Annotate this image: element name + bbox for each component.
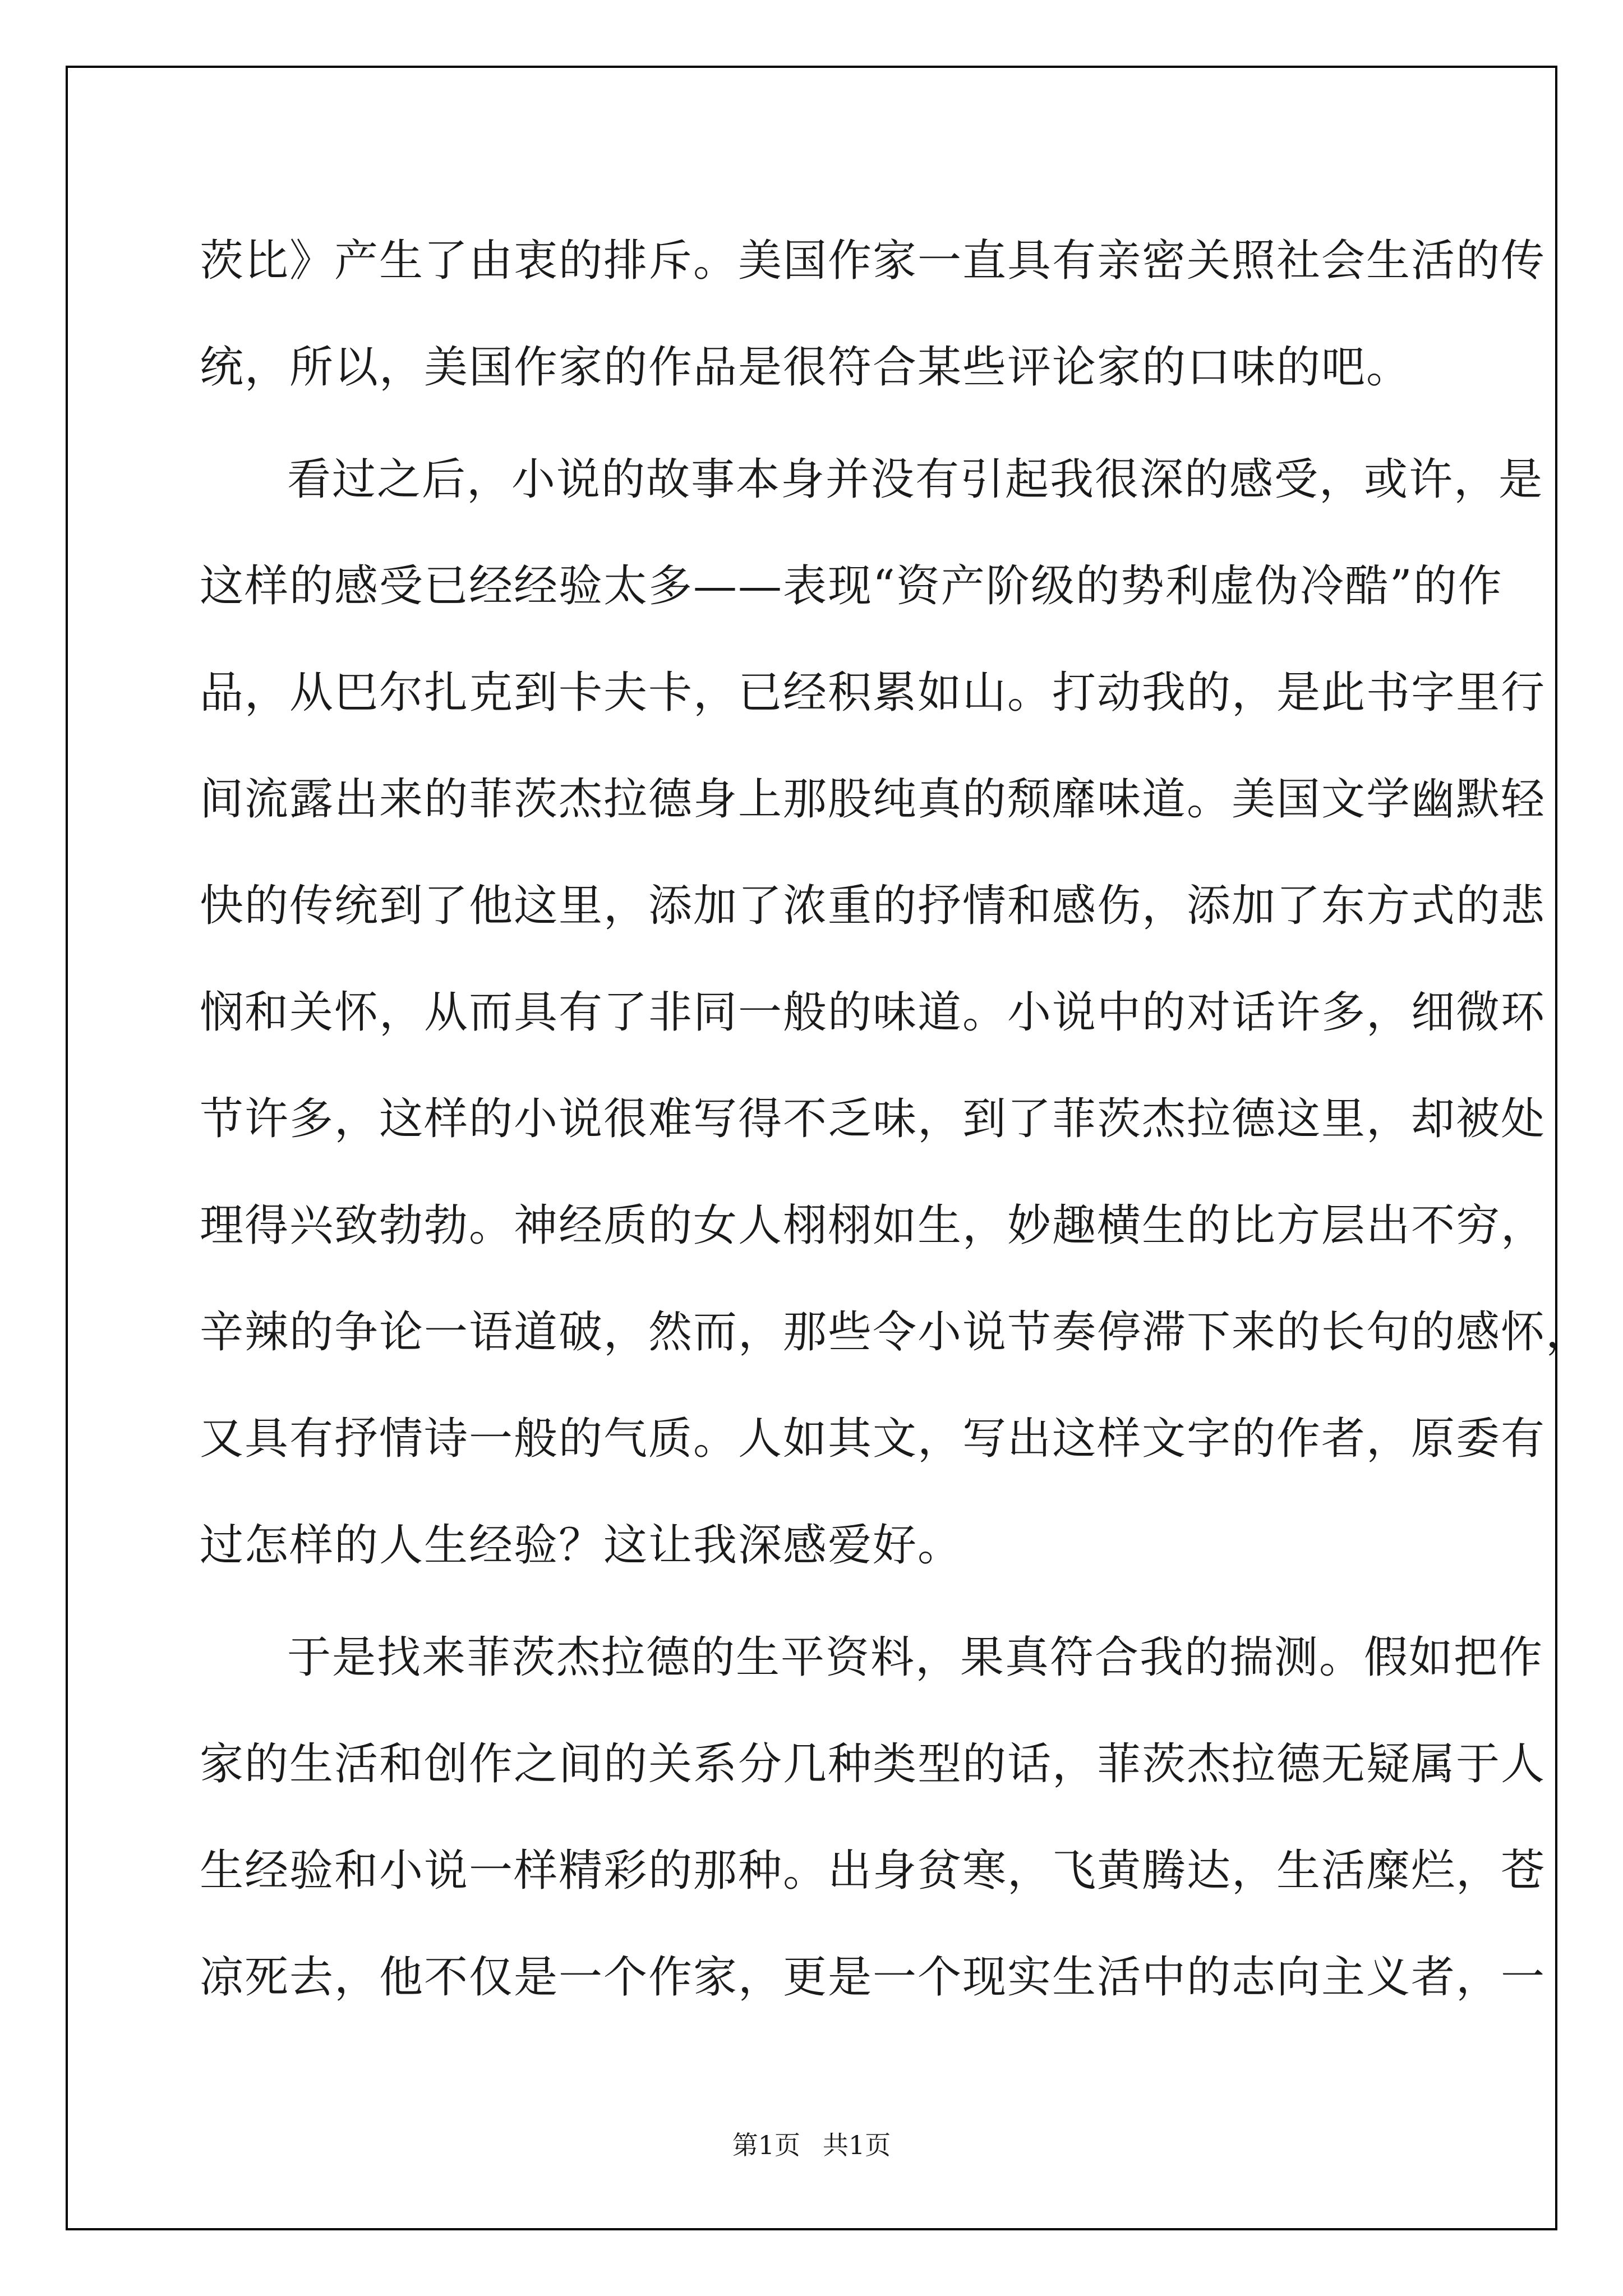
text-line: 统，所以，美国作家的作品是很符合某些评论家的口味的吧。 (200, 342, 1412, 393)
text-line: 生经验和小说一样精彩的那种。出身贫寒，飞黄腾达，生活糜烂，苍 (200, 1846, 1546, 1896)
text-line: 这样的感受已经经验太多——表现“资产阶级的势利虚伪冷酷”的作 (200, 561, 1503, 611)
text-line: 悯和关怀，从而具有了非同一般的味道。小说中的对话许多，细微环 (200, 987, 1546, 1038)
text-line: 辛辣的争论一语道破，然而，那些令小说节奏停滞下来的长句的感怀， (200, 1307, 1591, 1358)
text-line: 过怎样的人生经验？这让我深感爱好。 (200, 1520, 963, 1571)
page-footer (0, 2125, 1623, 2162)
text-line: 节许多，这样的小说很难写得不乏味，到了菲茨杰拉德这里，却被处 (200, 1094, 1546, 1144)
text-line: 快的传统到了他这里，添加了浓重的抒情和感伤，添加了东方式的悲 (200, 881, 1546, 931)
text-line: 品，从巴尔扎克到卡夫卡，已经积累如山。打动我的，是此书字里行 (200, 668, 1546, 718)
document-body (200, 208, 1591, 2031)
text-line: 于是找来菲茨杰拉德的生平资料，果真符合我的揣测。假如把作 (287, 1632, 1544, 1683)
page-number: 第1页 (732, 2130, 800, 2160)
text-line: 间流露出来的菲茨杰拉德身上那股纯真的颓靡味道。美国文学幽默轻 (200, 774, 1546, 825)
text-line: 理得兴致勃勃。神经质的女人栩栩如生，妙趣横生的比方层出不穷， (200, 1200, 1546, 1251)
text-line: 茨比》产生了由衷的排斥。美国作家一直具有亲密关照社会生活的传 (200, 236, 1546, 286)
text-line: 凉死去，他不仅是一个作家，更是一个现实生活中的志向主义者，一 (200, 1952, 1546, 2003)
text-line: 看过之后，小说的故事本身并没有引起我很深的感受，或许，是 (287, 454, 1544, 505)
total-pages: 共1页 (823, 2130, 891, 2160)
text-line: 家的生活和创作之间的关系分几种类型的话，菲茨杰拉德无疑属于人 (200, 1739, 1546, 1789)
text-line: 又具有抒情诗一般的气质。人如其文，写出这样文字的作者，原委有 (200, 1414, 1546, 1464)
